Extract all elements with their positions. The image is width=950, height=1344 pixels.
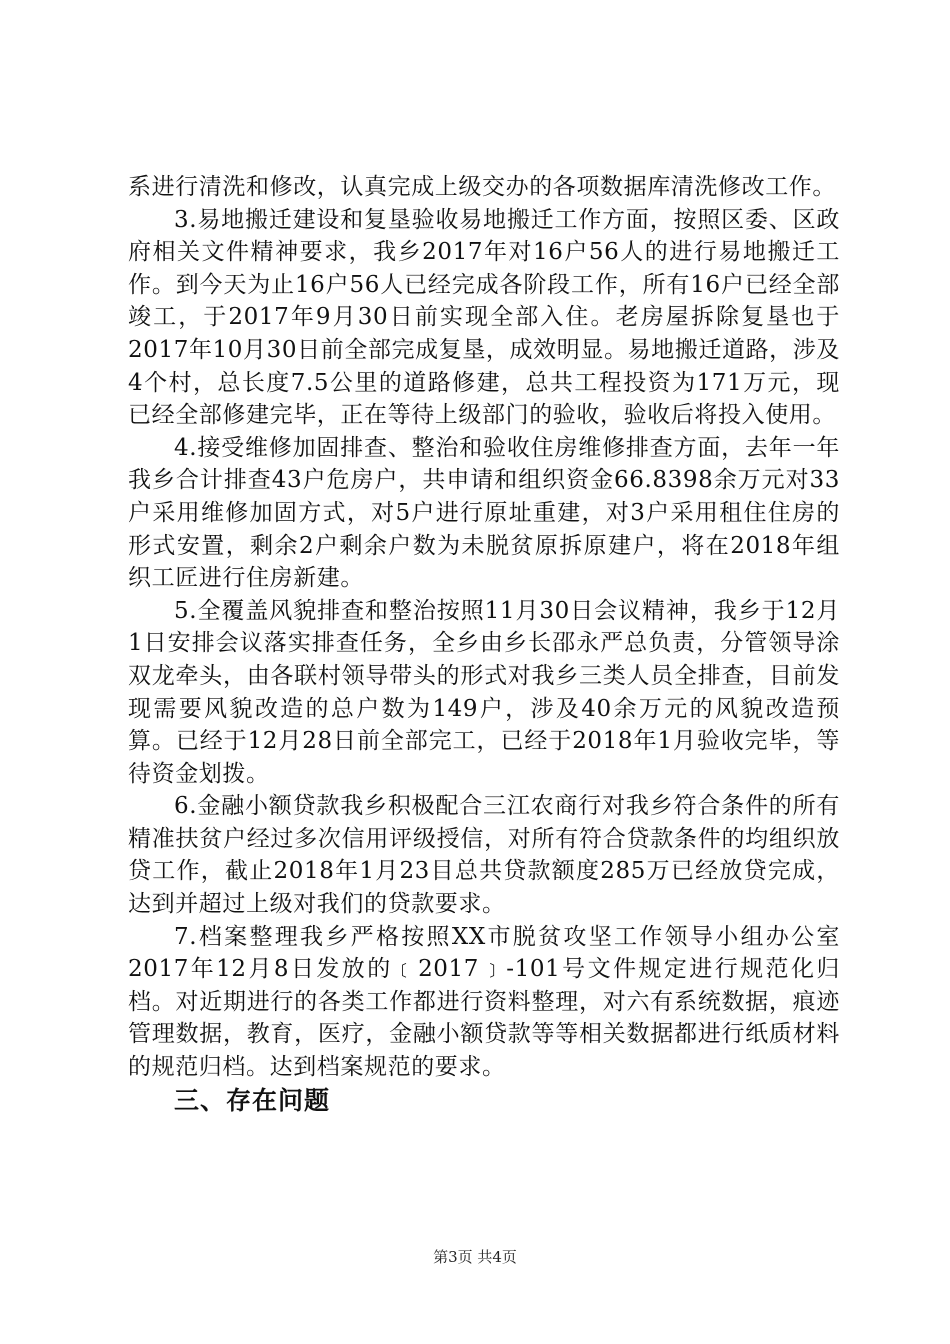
- paragraph-item-4-housing-repair: 4.接受维修加固排查、整治和验收住房维修排查方面，去年一年我乡合计排查43户危房户，共申请和组织资金66.8398余万元对33户采用维修加固方式，对5户进行原址重建，对3户采用租住住房的形式安置，剩余2户剩余户数为未脱贫原拆原建户，将在2018年组织工匠进行住房新建。: [128, 434, 840, 592]
- document-body: [128, 171, 840, 1118]
- paragraph-item-3-relocation: 3.易地搬迁建设和复垦验收易地搬迁工作方面，按照区委、区政府相关文件精神要求，我乡2017年对16户56人的进行易地搬迁工作。到今天为止16户56人已经完成各阶段工作，所有16户已经全部竣工，于2017年9月30日前实现全部入住。老房屋拆除复垦也于2017年10月30日前全部完成复垦，成效明显。易地搬迁道路，涉及4个村，总长度7.5公里的道路修建，总共工程投资为171万元，现已经全部修建完毕，正在等待上级部门的验收，验收后将投入使用。: [128, 206, 840, 429]
- paragraph-item-7-archives: 7.档案整理我乡严格按照XX市脱贫攻坚工作领导小组办公室2017年12月8日发放的﹝2017﹞-101号文件规定进行规范化归档。对近期进行的各类工作都进行资料整理，对六有系统数据，痕迹管理数据，教育，医疗，金融小额贷款等等相关数据都进行纸质材料的规范归档。达到档案规范的要求。: [128, 923, 840, 1081]
- paragraph-item-6-microcredit: 6.金融小额贷款我乡积极配合三江农商行对我乡符合条件的所有精准扶贫户经过多次信用评级授信，对所有符合贷款条件的均组织放贷工作，截止2018年1月23目总共贷款额度285万已经放贷完成，达到并超过上级对我们的贷款要求。: [128, 793, 840, 918]
- paragraph-continuation: 系进行清洗和修改，认真完成上级交办的各项数据库清洗修改工作。: [128, 174, 836, 200]
- paragraph-item-5-appearance: 5.全覆盖风貌排查和整治按照11月30日会议精神，我乡于12月1日安排会议落实排查任务，全乡由乡长邵永严总负责，分管领导涂双龙牵头，由各联村领导带头的形式对我乡三类人员全排查，目前发现需要风貌改造的总户数为149户，涉及40余万元的风貌改造预算。已经于12月28日前全部完工，已经于2018年1月验收完毕，等待资金划拨。: [128, 597, 840, 787]
- page-number-footer: 第3页 共4页: [433, 1248, 517, 1266]
- section-heading: 三、存在问题: [174, 1085, 331, 1115]
